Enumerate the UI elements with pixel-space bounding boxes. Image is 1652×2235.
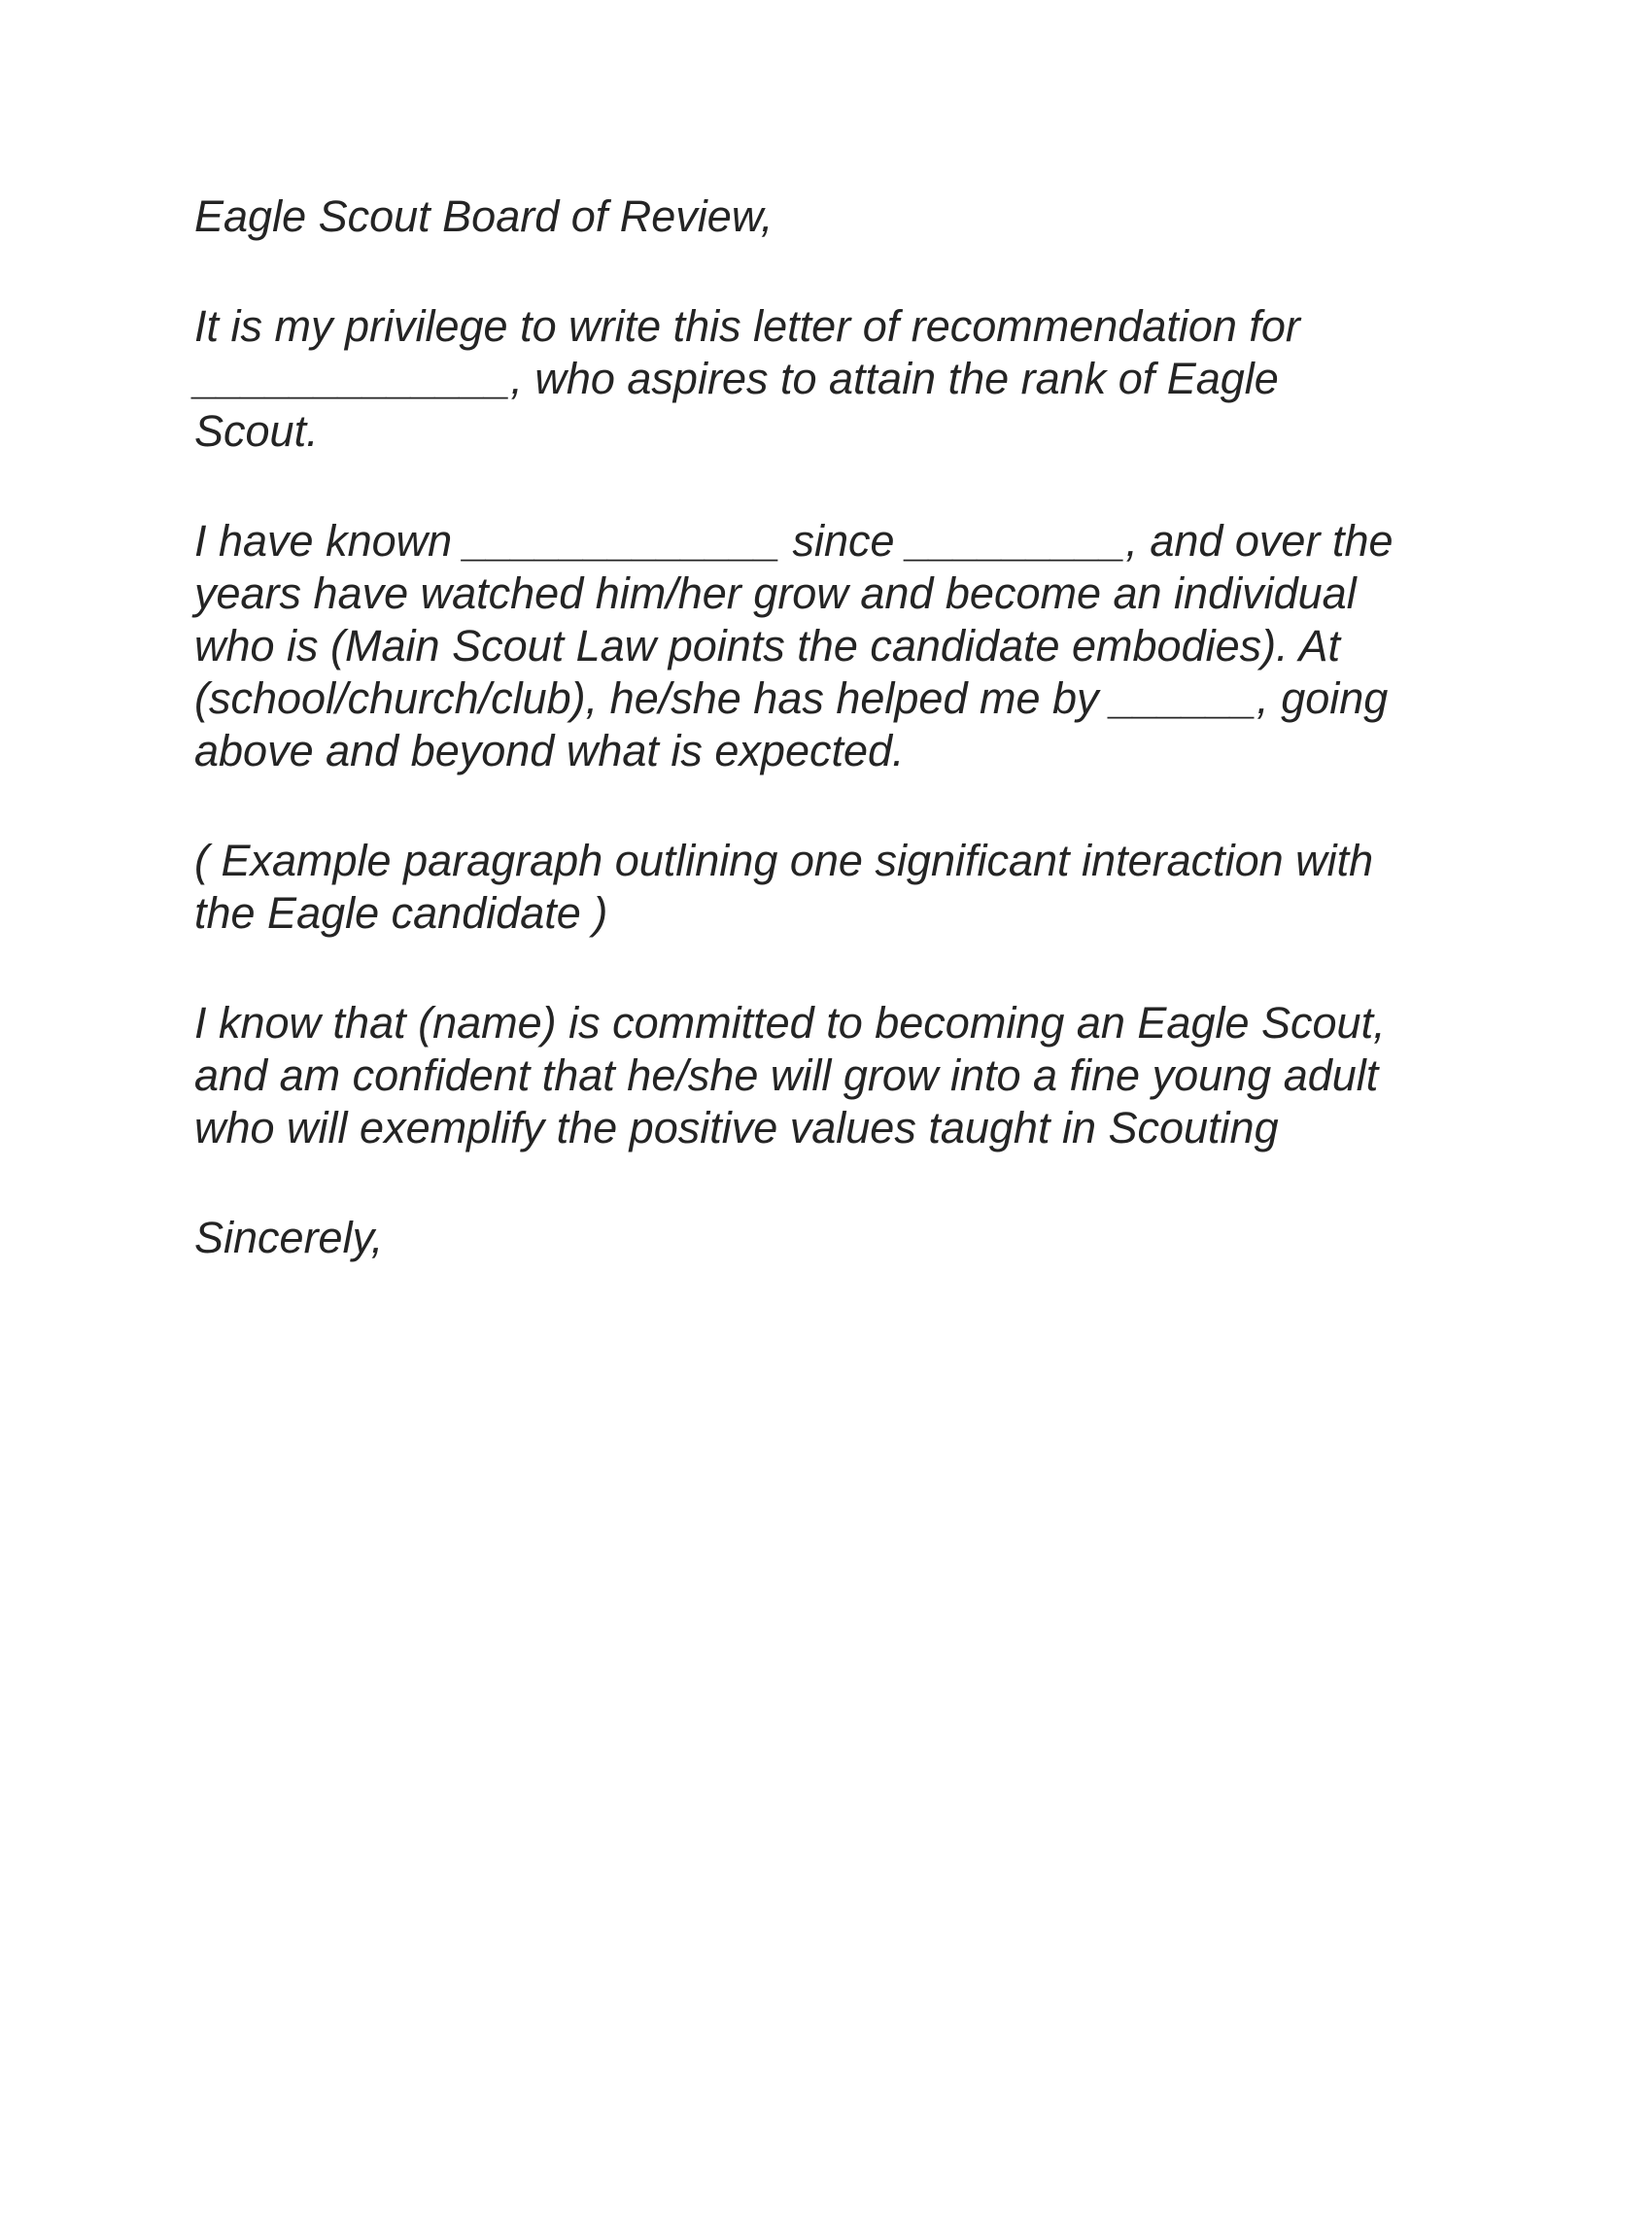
letter-closing: Sincerely, bbox=[194, 1213, 384, 1262]
letter-body bbox=[194, 190, 1477, 1264]
letter-paragraph-intro: It is my privilege to write this letter of recommendation for _____________, who aspires to attain the rank of Eagle Scout. bbox=[194, 301, 1300, 456]
paragraph-spacer bbox=[194, 1154, 1477, 1212]
paragraph-spacer bbox=[194, 777, 1477, 835]
paragraph-spacer bbox=[194, 458, 1477, 515]
letter-salutation: Eagle Scout Board of Review, bbox=[194, 191, 774, 241]
letter-paragraph-example: ( Example paragraph outlining one significant interaction with the Eagle candidate ) bbox=[194, 836, 1374, 938]
letter-paragraph-acquaintance: I have known _____________ since _________, and over the years have watched him/her grow and become an individual who is (Main Scout Law points the candidate embodies). At (school/church/club), he/she has helped me by ______, going above and beyond what is expected. bbox=[194, 516, 1394, 775]
letter-paragraph-commitment: I know that (name) is committed to becoming an Eagle Scout, and am confident that he/she will grow into a fine young adult who will exemplify the positive values taught in Scouting bbox=[194, 998, 1386, 1152]
paragraph-spacer bbox=[194, 243, 1477, 300]
paragraph-spacer bbox=[194, 940, 1477, 997]
